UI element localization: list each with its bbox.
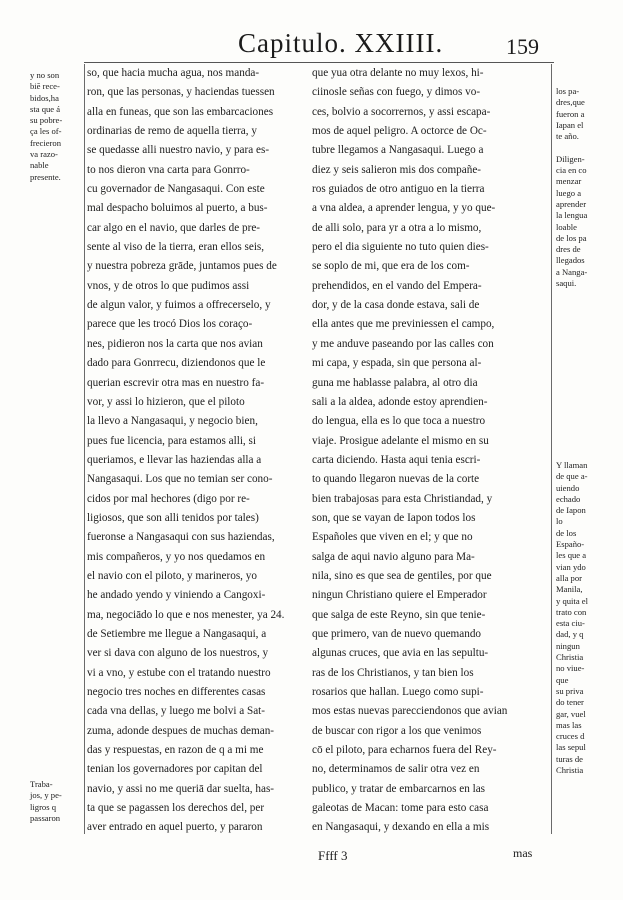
note-line: dad, y q: [556, 629, 584, 640]
signature-mark: Ffff 3: [318, 848, 348, 863]
text-line: se soplo de mi, que era de los com-: [312, 260, 470, 273]
note-line: presente.: [30, 171, 61, 182]
text-line: el navio con el piloto, y marineros, yo: [87, 569, 257, 582]
text-line: son, que se vayan de Iapon todos los: [312, 511, 476, 524]
note-line: su pobre-: [30, 115, 63, 126]
left-margin-rule: [84, 64, 85, 834]
text-line: ma, negociādo lo que e nos menester, ya 24.: [87, 608, 285, 621]
note-line: cruces d: [556, 731, 585, 742]
note-line: fueron a: [556, 108, 585, 119]
text-line: queriamos, e llevar las haziendas alla a: [87, 453, 262, 466]
note-line: Christia: [556, 652, 584, 663]
text-line: a vna aldea, a aprender lengua, y yo que-: [312, 202, 496, 215]
text-line: pero el dia siguiente no tuto quien dies-: [312, 241, 489, 254]
note-line: luego a: [556, 187, 582, 198]
text-line: salga de aqui navio alguno para Ma-: [312, 550, 475, 563]
text-line: se quedasse alli nuestro navio, y para es-: [87, 144, 270, 157]
note-line: Españo-: [556, 539, 585, 550]
note-line: de Iapon: [556, 505, 586, 516]
page-number: 159: [506, 34, 539, 59]
text-line: mis compañeros, y yo nos quedamos en: [87, 550, 266, 563]
catchword: mas: [513, 846, 533, 860]
text-line: ros guiados de otro antiguo en la tierra: [312, 183, 485, 196]
text-line: diez y seis salieron mis dos compañe-: [312, 163, 482, 176]
text-line: bien trabajosas para esta Christiandad, y: [312, 492, 493, 505]
note-line: biē rece-: [30, 81, 60, 92]
text-line: to nos dieron vna carta para Gonrro-: [87, 163, 250, 176]
text-line: cidos por mal hechores (digo por re-: [87, 492, 250, 505]
text-line: nes, pidieron nos la carta que nos avian: [87, 337, 263, 350]
text-line: viaje. Prosigue adelante el mismo en su: [312, 434, 489, 447]
note-line: lo: [556, 516, 563, 527]
text-line: ras de los Christianos, y tan bien los: [312, 666, 474, 679]
note-line: echado: [556, 493, 581, 504]
text-line: dor, y de la casa donde estava, sali de: [312, 299, 480, 312]
text-line: mos de aquel peligro. A octorce de Oc-: [312, 125, 487, 138]
note-line: Diligen-: [556, 153, 585, 164]
text-line: la llevo a Nangasaqui, y negocio bien,: [87, 415, 258, 428]
note-line: alla por: [556, 572, 583, 583]
note-line: y quita el: [556, 595, 588, 606]
note-line: la lengua: [556, 210, 588, 221]
text-line: tubre llegamos a Nangasaqui. Luego a: [312, 144, 484, 157]
text-line: ligiosos, que son alli tenidos por tales): [87, 511, 259, 524]
note-line: Christia: [556, 765, 584, 776]
note-line: menzar: [556, 176, 582, 187]
text-line: prehendidos, en el vando del Empera-: [312, 279, 482, 292]
text-line: rosarios que hallan. Luego como supi-: [312, 686, 484, 698]
text-line: nila, sino es que sea de gentiles, por que: [312, 569, 492, 582]
text-line: de Setiembre me llegue a Nangasaqui, a: [87, 627, 267, 640]
text-line: ella antes que me previniessen el campo,: [312, 318, 495, 331]
text-line: zuma, adonde despues de muchas deman-: [87, 724, 275, 737]
note-line: de los: [556, 527, 577, 538]
text-line: algunas cruces, que avia en las sepultu-: [312, 647, 489, 660]
text-line: ta que se pagassen los derechos del, per: [87, 802, 265, 815]
note-line: aprender: [556, 198, 587, 209]
text-line: mi capa, y espada, sin que persona al-: [312, 357, 482, 370]
text-line: ordinarias de remo de aquella tierra, y: [87, 125, 257, 138]
text-line: he andado yendo y viniendo a Cangoxi-: [87, 589, 266, 602]
note-line: ligros q: [30, 801, 57, 812]
text-line: ron, que las personas, y haciendas tuessen: [87, 86, 275, 99]
header-rule: [84, 62, 554, 63]
note-line: las sepul: [556, 742, 586, 753]
text-line: tenian los governadores por capitan del: [87, 763, 263, 776]
text-line: vi a vno, y estube con el tratando nuestro: [87, 666, 271, 679]
text-line: cada vna dellas, y luego me bolvi a Sat-: [87, 705, 266, 718]
note-line: mas las: [556, 719, 582, 730]
text-line: de alli solo, para yr a otra a lo mismo,: [312, 221, 482, 234]
text-line: mal despacho boluimos al puerto, a bus-: [87, 202, 268, 215]
note-line: su priva: [556, 685, 584, 696]
text-line: carta diciendo. Hasta aqui tenia escri-: [312, 453, 481, 466]
text-column-right: [312, 64, 548, 834]
text-line: pues fue licencia, para estamos alli, si: [87, 434, 256, 447]
text-line: ningun Christiano quiere el Emperador: [312, 589, 487, 602]
note-line: sta que á: [30, 103, 61, 114]
note-line: turas de: [556, 753, 583, 764]
text-column-left: [87, 64, 309, 834]
text-line: Nangasaqui. Los que no temian ser cono-: [87, 473, 273, 486]
text-line: y me anduve paseando por las calles con: [312, 337, 494, 350]
left-margin-note: [30, 70, 82, 183]
text-line: ciinosle señas con fuego, y dimos vo-: [312, 86, 481, 99]
note-line: Y llaman: [556, 460, 588, 470]
note-line: esta ciu-: [556, 618, 585, 629]
chapter-title: Capitulo. XXIIII.: [238, 28, 444, 58]
note-line: Traba-: [30, 779, 53, 789]
text-line: ver si dava con alguno de los nuestros, y: [87, 647, 269, 660]
note-line: uiendo: [556, 482, 580, 493]
note-line: saqui.: [556, 278, 577, 289]
note-line: y no son: [30, 70, 60, 80]
note-line: que: [556, 674, 569, 685]
note-line: dres de: [556, 244, 581, 255]
note-line: Manila,: [556, 584, 583, 595]
text-line: negocio tres noches en differentes casas: [87, 686, 266, 698]
note-line: de que a-: [556, 471, 588, 482]
note-line: va razo-: [30, 149, 58, 160]
note-line: te año.: [556, 131, 579, 142]
note-line: gar, vuel: [556, 708, 586, 719]
note-line: trato con: [556, 606, 587, 617]
note-line: loable: [556, 221, 577, 232]
text-line: guna me hablasse palabra, al otro dia: [312, 376, 478, 389]
text-line: alla en funeas, que son las embarcaciones: [87, 105, 274, 118]
note-line: a Nanga-: [556, 266, 588, 277]
text-line: parece que les trocó Dios los coraço-: [87, 318, 253, 331]
text-line: fueronse a Nangasaqui con sus haziendas,: [87, 531, 275, 544]
text-line: vnos, y de otros lo que pudimos assi: [87, 279, 250, 292]
note-line: jos, y pe-: [30, 790, 62, 801]
text-line: dado para Gonrrecu, diziendonos que le: [87, 357, 266, 370]
text-line: to quando llegaron nuevas de la corte: [312, 473, 480, 486]
note-line: bidos,ha: [30, 92, 59, 103]
left-margin-note: [30, 779, 82, 824]
note-line: cia en co: [556, 165, 587, 176]
text-line: ces, bolvio a socorrernos, y assi escapa-: [312, 105, 491, 118]
note-line: no viue-: [556, 663, 585, 674]
text-line: so, que hacia mucha agua, nos manda-: [87, 67, 260, 79]
text-line: vor, y assi lo hizieron, que el piloto: [87, 395, 245, 408]
text-line: sente al viso de la tierra, eran ellos seis,: [87, 241, 265, 254]
right-margin-note: [556, 460, 616, 776]
note-line: [556, 142, 616, 153]
note-line: Iapan el: [556, 119, 584, 130]
text-line: Españoles que viven en el; y que no: [312, 531, 473, 544]
text-line: das y respuestas, en razon de q a mi me: [87, 744, 264, 757]
text-line: no, determinamos de salir otra vez en: [312, 763, 480, 776]
text-line: de algun valor, y fuimos a offrecerselo, y: [87, 299, 271, 312]
note-line: ningun: [556, 640, 580, 651]
note-line: los pa-: [556, 86, 580, 96]
text-line: en Nangasaqui, y dexando en ella a mis: [312, 821, 490, 834]
text-line: publico, y tratar de embarcarnos en las: [312, 782, 486, 795]
text-line: que yua otra delante no muy lexos, hi-: [312, 67, 484, 79]
text-line: que primero, van de nuevo quemando: [312, 627, 482, 640]
text-line: cō el piloto, para echarnos fuera del Rey-: [312, 744, 497, 757]
text-line: galeotas de Macan: tome para esto casa: [312, 802, 489, 815]
text-line: do lengua, ella es lo que toca a nuestro: [312, 415, 486, 428]
note-line: les que a: [556, 550, 587, 561]
note-line: ça les of-: [30, 126, 62, 137]
text-line: y nuestra pobreza grāde, juntamos pues de: [87, 260, 277, 273]
right-margin-rule: [551, 64, 552, 834]
text-line: aver entrado en aquel puerto, y pararon: [87, 821, 263, 834]
note-line: do tener: [556, 697, 584, 708]
note-line: de los pa: [556, 232, 587, 243]
text-line: navio, y assi no me queriā dar suelta, has-: [87, 782, 275, 795]
text-line: que salga de este Reyno, sin que tenie-: [312, 608, 486, 621]
note-line: dres,que: [556, 97, 585, 108]
note-line: vian ydo: [556, 561, 586, 572]
text-line: cu governador de Nangasaqui. Con este: [87, 183, 265, 196]
right-margin-note: [556, 86, 616, 289]
note-line: llegados: [556, 255, 585, 266]
text-line: mos estas nuevas parecciendonos que avian: [312, 705, 508, 718]
text-line: sali a la aldea, adonde estoy aprendien-: [312, 395, 488, 408]
note-line: frecieron: [30, 137, 62, 148]
note-line: nable: [30, 160, 49, 171]
text-line: de buscar con rigor a los que venimos: [312, 724, 482, 737]
text-line: querian escrevir otra mas en nuestro fa-: [87, 376, 265, 389]
note-line: passaron: [30, 812, 61, 823]
text-line: car algo en el navio, que darles de pre-: [87, 221, 261, 234]
